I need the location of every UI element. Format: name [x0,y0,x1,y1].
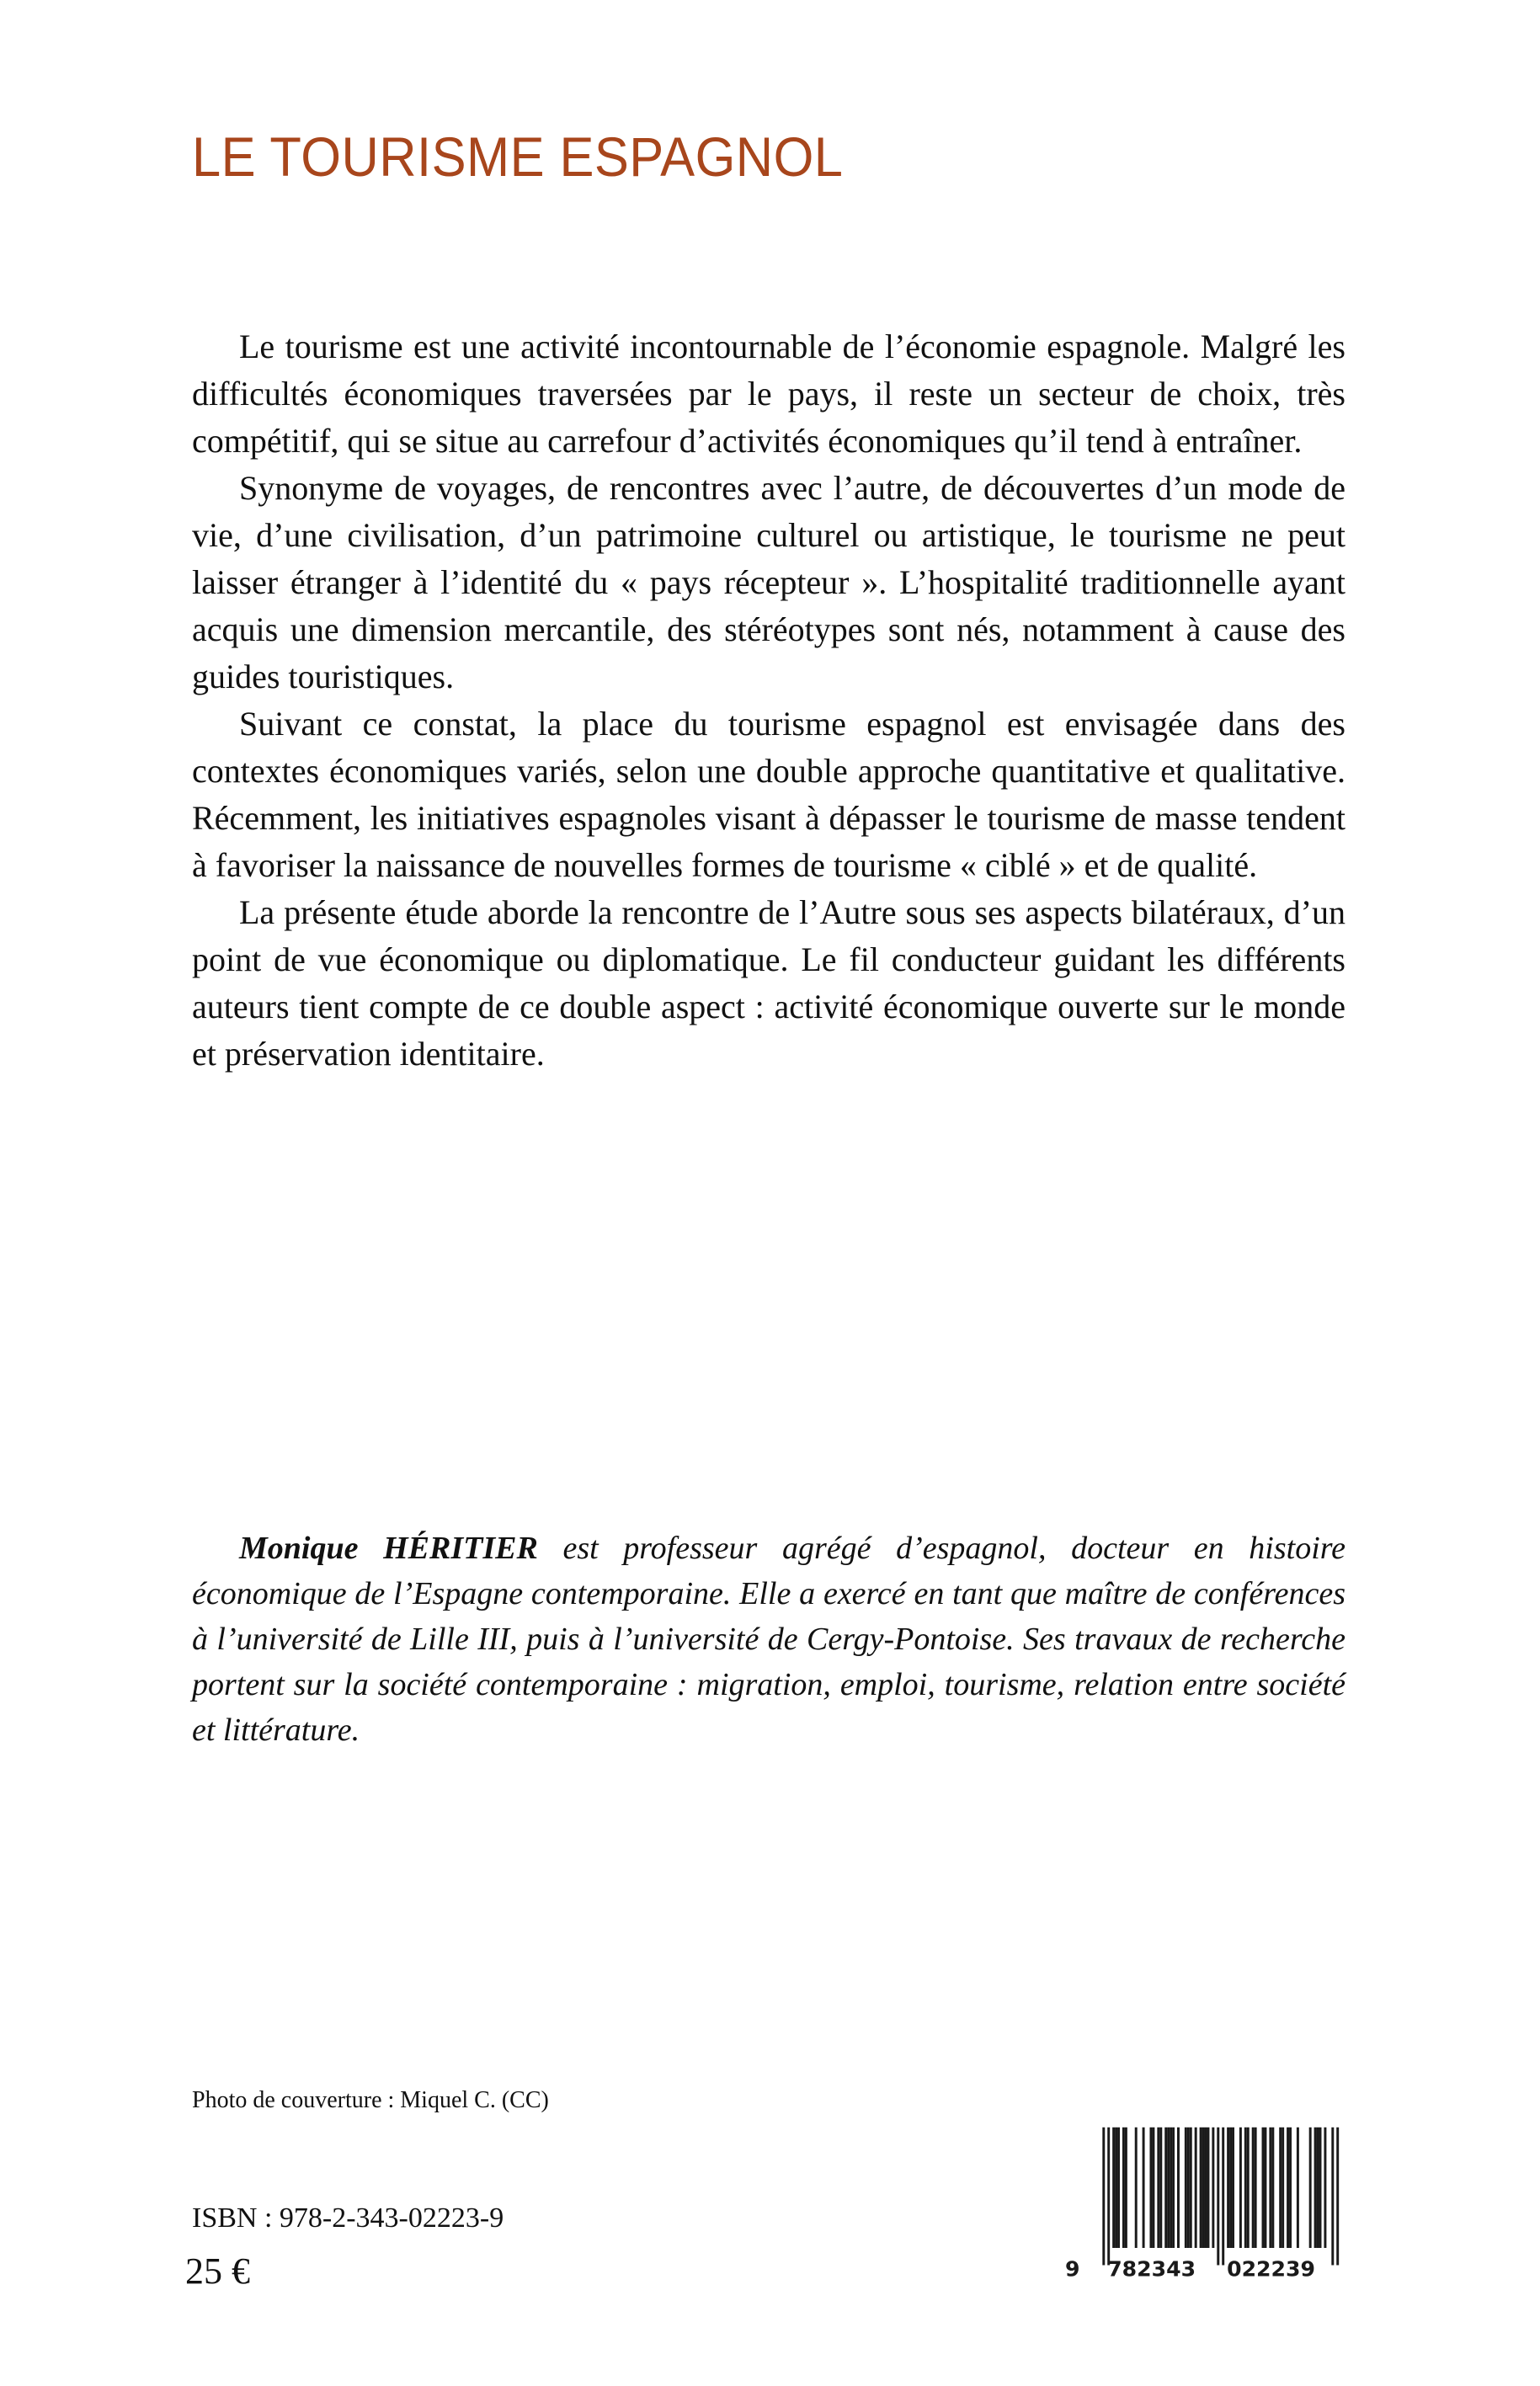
svg-text:782343: 782343 [1107,2256,1196,2280]
cover-photo-credit: Photo de couverture : Miquel C. (CC) [192,2087,549,2113]
svg-text:9: 9 [1064,2256,1080,2280]
author-bio-text: est professeur agrégé d’espagnol, docteur en histoire économique de l’Espagne contemporaine. Elle a exercé en tant que maître de conférences à l’université de Lille III, puis à l’université de Cergy-Pontoise. Ses travaux de recherche portent sur la société contemporaine : migration, emploi, tourisme, relation entre société et littérature. [192,1531,1346,1748]
ean13-barcode [1063,2120,1349,2280]
page-title: LE TOURISME ESPAGNOL [192,125,844,189]
isbn-text: ISBN : 978-2-343-02223-9 [192,2202,504,2234]
blurb-text [192,323,1346,1078]
author-bio [192,1526,1346,1753]
price-text: 25 € [185,2250,250,2292]
author-name: Monique HÉRITIER [239,1531,538,1566]
blurb-paragraph: Suivant ce constat, la place du tourisme espagnol est envisagée dans des contextes économiques variés, selon une double approche quantitative et qualitative. Récemment, les initiatives espagnoles visant à dépasser le tourisme de masse tendent à favoriser la naissance de nouvelles formes de tourisme « ciblé » et de qualité. [192,705,1346,884]
svg-text:022239: 022239 [1227,2256,1315,2280]
blurb-paragraph: La présente étude aborde la rencontre de l’Autre sous ses aspects bilatéraux, d’un point de vue économique ou diplomatique. Le fil conducteur guidant les différents auteurs tient compte de ce double aspect : activité économique ouverte sur le monde et préservation identitaire. [192,893,1346,1073]
author-bio-paragraph [192,1526,1346,1753]
blurb-paragraph: Le tourisme est une activité incontournable de l’économie espagnole. Malgré les difficultés économiques traversées par le pays, il reste un secteur de choix, très compétitif, qui se situe au carrefour d’activités économiques qu’il tend à entraîner. [192,328,1346,460]
blurb-paragraph: Synonyme de voyages, de rencontres avec l’autre, de découvertes d’un mode de vie, d’une civilisation, d’un patrimoine culturel ou artistique, le tourisme ne peut laisser étranger à l’identité du « pays récepteur ». L’hospitalité traditionnelle ayant acquis une dimension mercantile, des stéréotypes sont nés, notamment à cause des guides touristiques. [192,469,1346,695]
barcode-svg [1063,2120,1349,2280]
